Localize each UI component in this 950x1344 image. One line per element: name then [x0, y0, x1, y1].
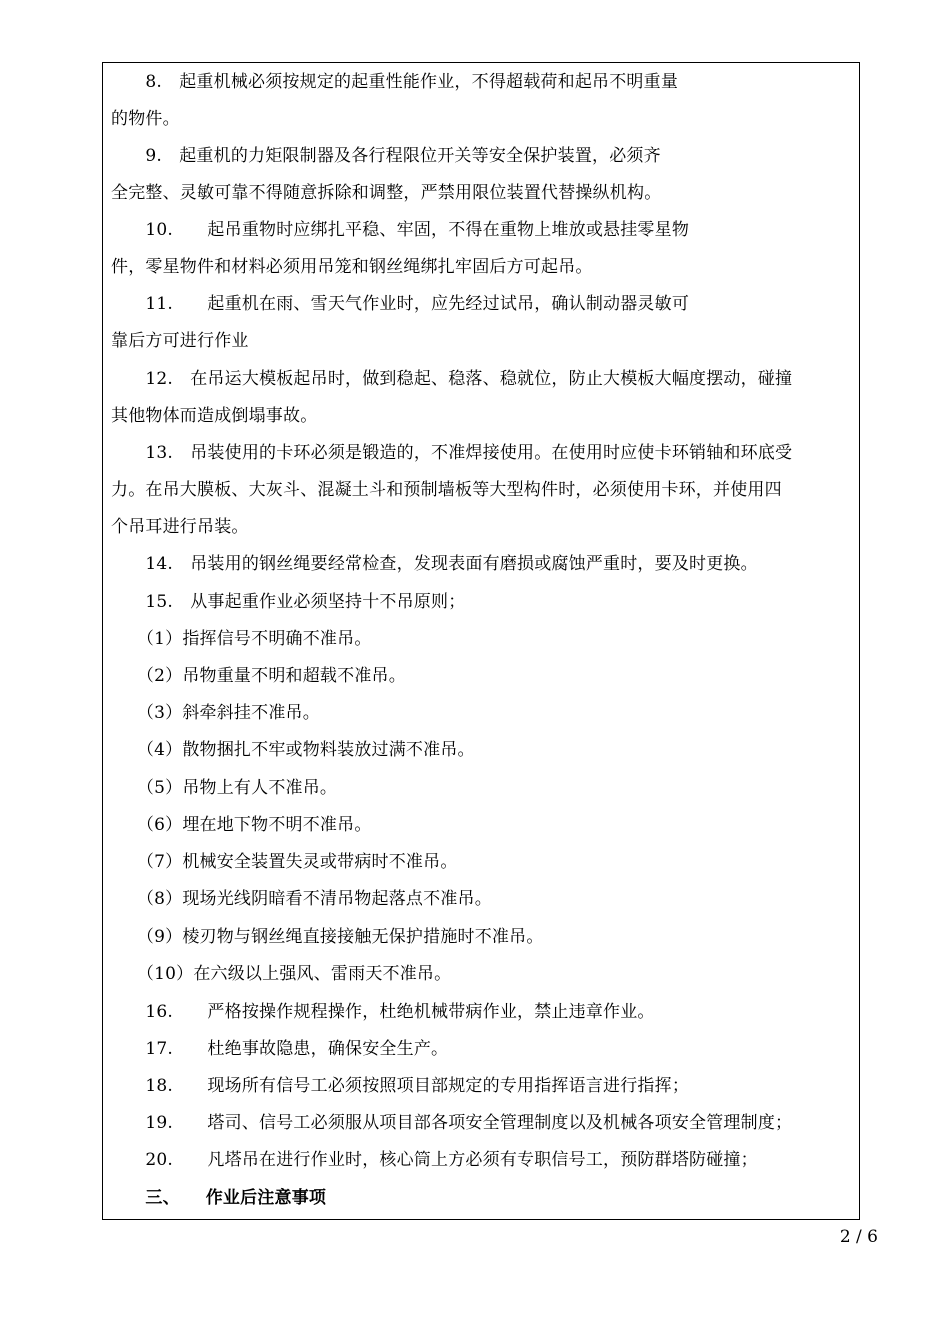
- text-line: 19. 塔司、信号工必须服从项目部各项安全管理制度以及机械各项安全管理制度；: [111, 1113, 793, 1133]
- text-line: 全完整、灵敏可靠不得随意拆除和调整，严禁用限位装置代替操纵机构。: [111, 183, 662, 203]
- text-line: 15. 从事起重作业必须坚持十不吊原则；: [111, 592, 466, 612]
- section-heading: 三、 作业后注意事项: [111, 1188, 327, 1208]
- text-line: （1）指挥信号不明确不准吊。: [111, 629, 372, 649]
- text-line: 个吊耳进行吊装。: [111, 517, 249, 537]
- text-line: 14. 吊装用的钢丝绳要经常检查，发现表面有磨损或腐蚀严重时，要及时更换。: [111, 554, 758, 574]
- text-line: 11. 起重机在雨、雪天气作业时，应先经过试吊，确认制动器灵敏可: [111, 294, 690, 314]
- page-number: 2 / 6: [839, 1227, 878, 1247]
- text-line: 件，零星物件和材料必须用吊笼和钢丝绳绑扎牢固后方可起吊。: [111, 257, 593, 277]
- text-line: （3）斜牵斜挂不准吊。: [111, 703, 320, 723]
- text-line: 12. 在吊运大模板起吊时，做到稳起、稳落、稳就位，防止大模板大幅度摆动，碰撞: [111, 369, 793, 389]
- text-line: 17. 杜绝事故隐患，确保安全生产。: [111, 1039, 449, 1059]
- text-line: （4）散物捆扎不牢或物料装放过满不准吊。: [111, 740, 475, 760]
- text-line: （2）吊物重量不明和超载不准吊。: [111, 666, 406, 686]
- text-line: 13. 吊装使用的卡环必须是锻造的，不准焊接使用。在使用时应使卡环销轴和环底受: [111, 443, 793, 463]
- text-line: （10）在六级以上强风、雷雨天不准吊。: [111, 964, 452, 984]
- text-line: （9）棱刃物与钢丝绳直接接触无保护措施时不准吊。: [111, 927, 544, 947]
- text-line: （8）现场光线阴暗看不清吊物起落点不准吊。: [111, 889, 492, 909]
- text-line: 力。在吊大膜板、大灰斗、混凝土斗和预制墙板等大型构件时，必须使用卡环，并使用四: [111, 480, 782, 500]
- text-line: 16. 严格按操作规程操作，杜绝机械带病作业，禁止违章作业。: [111, 1002, 655, 1022]
- text-line: 9. 起重机的力矩限制器及各行程限位开关等安全保护装置，必须齐: [111, 146, 661, 166]
- text-line: 20. 凡塔吊在进行作业时，核心筒上方必须有专职信号工，预防群塔防碰撞；: [111, 1150, 758, 1170]
- text-line: 靠后方可进行作业: [111, 331, 249, 351]
- text-line: 的物件。: [111, 109, 180, 129]
- text-line: （6）埋在地下物不明不准吊。: [111, 815, 372, 835]
- text-line: （7）机械安全装置失灵或带病时不准吊。: [111, 852, 458, 872]
- text-line: 8. 起重机械必须按规定的起重性能作业，不得超载荷和起吊不明重量: [111, 72, 679, 92]
- text-line: 10. 起吊重物时应绑扎平稳、牢固，不得在重物上堆放或悬挂零星物: [111, 220, 690, 240]
- text-line: （5）吊物上有人不准吊。: [111, 778, 338, 798]
- text-line: 18. 现场所有信号工必须按照项目部规定的专用指挥语言进行指挥；: [111, 1076, 690, 1096]
- text-line: 其他物体而造成倒塌事故。: [111, 406, 318, 426]
